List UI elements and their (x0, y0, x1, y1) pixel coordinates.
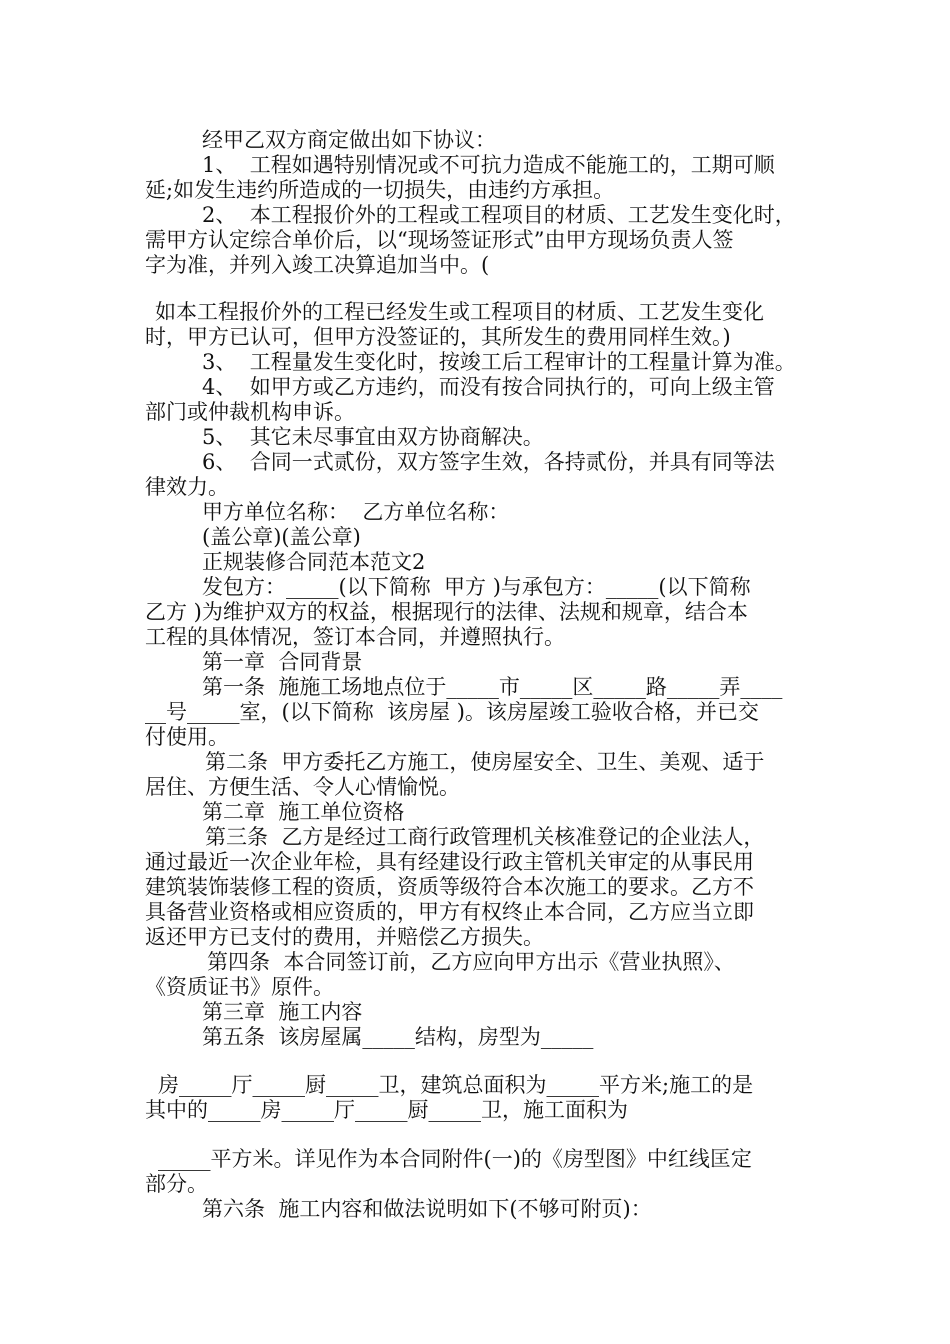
parties-line-1: 发包方：_____(以下简称 甲方 )与承包方：_____(以下简称 (202, 575, 751, 599)
parties-line-3: 工程的具体情况，签订本合同，并遵照执行。 (145, 625, 565, 649)
article-3-line-4: 具备营业资格或相应资质的，甲方有权终止本合同，乙方应当立即 (145, 900, 754, 924)
article-6-heading: 第六条 施工内容和做法说明如下(不够可附页)： (202, 1197, 652, 1221)
article-4-line-2: 《资质证书》原件。 (145, 975, 334, 999)
article-5-line-5: 部分。 (145, 1172, 208, 1196)
clause-1-line-1: 1、 工程如遇特别情况或不可抗力造成不能施工的，工期可顺 (202, 153, 775, 177)
article-3-line-1: 第三条 乙方是经过工商行政管理机关核准登记的企业法人， (205, 825, 765, 849)
chapter-2-heading: 第二章 施工单位资格 (202, 800, 405, 824)
article-5-line-1: 第五条 该房屋属_____结构，房型为_____ (202, 1025, 594, 1049)
article-1-line-3: 付使用。 (145, 725, 229, 749)
article-5-line-4: _____平方米。详见作为本合同附件(一)的《房型图》中红线匡定 (158, 1147, 752, 1171)
clause-2-line-3: 字为准，并列入竣工决算追加当中。( (145, 253, 490, 277)
clause-1-line-2: 延;如发生违约所造成的一切损失，由违约方承担。 (145, 178, 615, 202)
chapter-3-heading: 第三章 施工内容 (202, 1000, 363, 1024)
parties-line-2: 乙方 )为维护双方的权益，根据现行的法律、法规和规章，结合本 (145, 600, 748, 624)
article-3-line-2: 通过最近一次企业年检，具有经建设行政主管机关审定的从事民用 (145, 850, 754, 874)
clause-2-line-1: 2、 本工程报价外的工程或工程项目的材质、工艺发生变化时， (202, 203, 796, 227)
clause-4-line-2: 部门或仲裁机构申诉。 (145, 400, 355, 424)
clause-2-line-2: 需甲方认定综合单价后，以“现场签证形式”由甲方现场负责人签 (145, 228, 734, 252)
clause-5: 5、 其它未尽事宜由双方协商解决。 (202, 425, 544, 449)
article-5-line-2: 房_____厅_____厨_____卫，建筑总面积为_____平方米;施工的是 (158, 1073, 754, 1097)
article-4-line-1: 第四条 本合同签订前，乙方应向甲方出示《营业执照》、 (207, 950, 735, 974)
chapter-1-heading: 第一章 合同背景 (202, 650, 363, 674)
clause-4-line-1: 4、 如甲方或乙方违约，而没有按合同执行的，可向上级主管 (202, 375, 775, 399)
article-1-line-1: 第一条 施施工场地点位于_____市_____区_____路_____弄____ (202, 675, 783, 699)
article-5-line-3: 其中的_____房_____厅_____厨_____卫，施工面积为 (145, 1098, 628, 1122)
agreement-intro: 经甲乙双方商定做出如下协议： (202, 128, 496, 152)
article-1-line-2: __号_____室，(以下简称 该房屋 )。该房屋竣工验收合格，并已交 (145, 700, 759, 724)
clause-3: 3、 工程量发生变化时，按竣工后工程审计的工程量计算为准。 (202, 350, 796, 374)
article-2-line-1: 第二条 甲方委托乙方施工，使房屋安全、卫生、美观、适于 (205, 750, 765, 774)
clause-6-line-2: 律效力。 (145, 475, 229, 499)
article-3-line-5: 返还甲方已支付的费用，并赔偿乙方损失。 (145, 925, 544, 949)
article-2-line-2: 居住、方便生活、令人心情愉悦。 (145, 775, 460, 799)
article-3-line-3: 建筑装饰装修工程的资质，资质等级符合本次施工的要求。乙方不 (145, 875, 754, 899)
clause-2-note-line-2: 时，甲方已认可，但甲方没签证的，其所发生的费用同样生效。) (145, 325, 731, 349)
party-names: 甲方单位名称： 乙方单位名称： (202, 500, 510, 524)
clause-6-line-1: 6、 合同一式贰份，双方签字生效，各持贰份，并具有同等法 (202, 450, 775, 474)
section-title: 正规装修合同范本范文2 (202, 550, 426, 574)
clause-2-note-line-1: 如本工程报价外的工程已经发生或工程项目的材质、工艺发生变化 (155, 300, 764, 324)
seal-placeholders: (盖公章)(盖公章) (202, 525, 361, 549)
